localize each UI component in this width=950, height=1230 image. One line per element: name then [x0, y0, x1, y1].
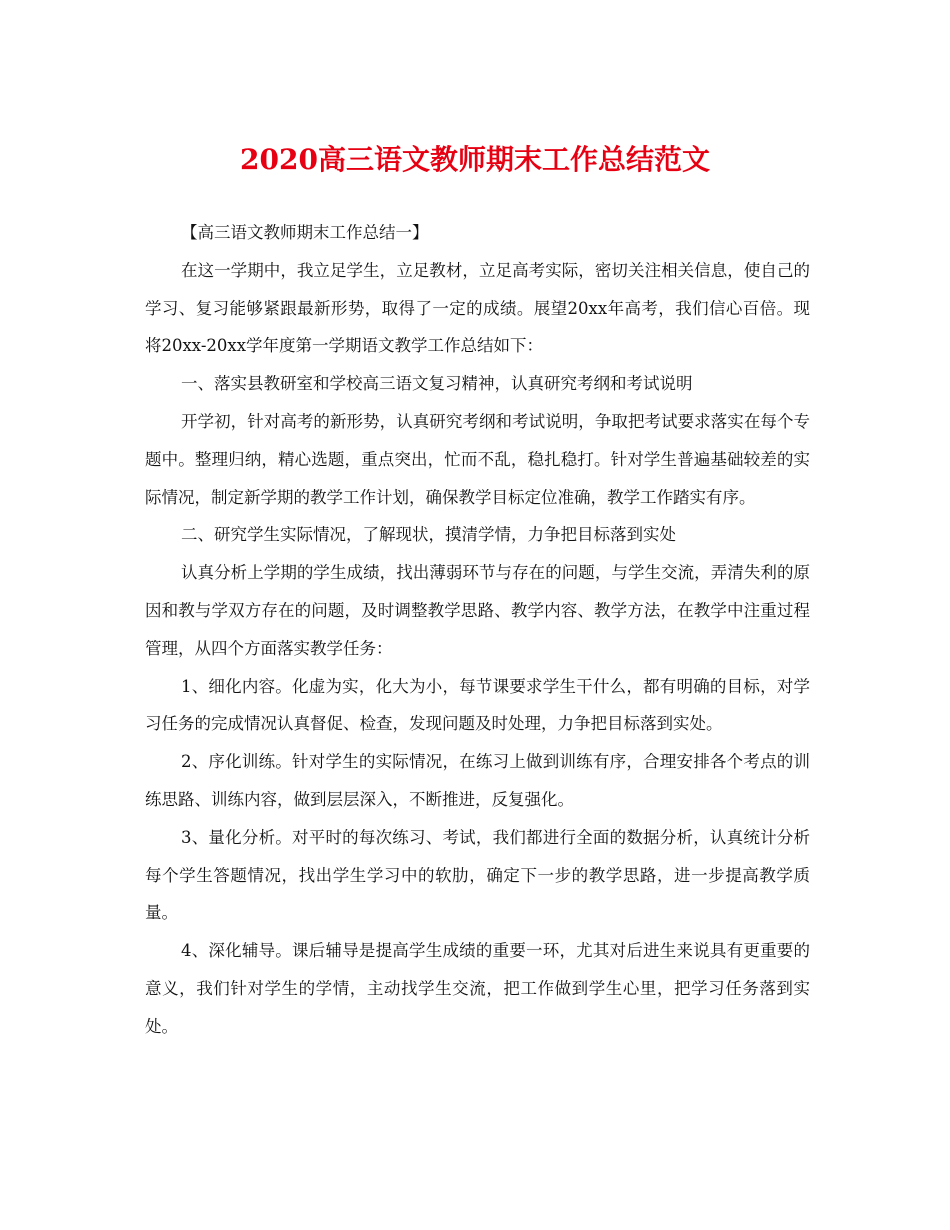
list-item-3: 3、量化分析。对平时的每次练习、考试，我们都进行全面的数据分析，认真统计分析每个学生答题情况，找出学生学习中的软肋，确定下一步的教学思路，进一步提高教学质量。 [145, 827, 810, 923]
list-item-2: 2、序化训练。针对学生的实际情况，在练习上做到训练有序，合理安排各个考点的训练思路、训练内容，做到层层深入，不断推进，反复强化。 [145, 752, 810, 809]
paragraph-one: 开学初，针对高考的新形势，认真研究考纲和考试说明，争取把考试要求落实在每个专题中。整理归纳，精心选题，重点突出，忙而不乱，稳扎稳打。针对学生普遍基础较差的实际情况，制定新学期的教学工作计划，确保教学目标定位准确，教学工作踏实有序。 [145, 411, 810, 507]
heading-two: 二、研究学生实际情况，了解现状，摸清学情，力争把目标落到实处 [181, 525, 676, 545]
paragraph-two: 认真分析上学期的学生成绩，找出薄弱环节与存在的问题，与学生交流，弄清失利的原因和教与学双方存在的问题，及时调整教学思路、教学内容、教学方法，在教学中注重过程管理，从四个方面落实教学任务： [145, 563, 810, 658]
list-item-4: 4、深化辅导。课后辅导是提高学生成绩的重要一环，尤其对后进生来说具有更重要的意义，我们针对学生的学情，主动找学生交流，把工作做到学生心里，把学习任务落到实处。 [145, 941, 810, 1036]
section-heading: 【高三语文教师期末工作总结一】 [181, 223, 429, 242]
heading-one: 一、落实县教研室和学校高三语文复习精神，认真研究考纲和考试说明 [181, 374, 693, 394]
document-body [145, 214, 810, 1046]
paragraph-intro: 在这一学期中，我立足学生，立足教材，立足高考实际，密切关注相关信息，使自己的学习、复习能够紧跟最新形势，取得了一定的成绩。展望20xx年高考，我们信心百倍。现将20xx-20xx学年度第一学期语文教学工作总结如下： [145, 260, 810, 356]
document-title: 2020高三语文教师期末工作总结范文 [240, 143, 710, 176]
list-item-1: 1、细化内容。化虚为实，化大为小，每节课要求学生干什么，都有明确的目标，对学习任务的完成情况认真督促、检查，发现问题及时处理，力争把目标落到实处。 [145, 676, 810, 734]
